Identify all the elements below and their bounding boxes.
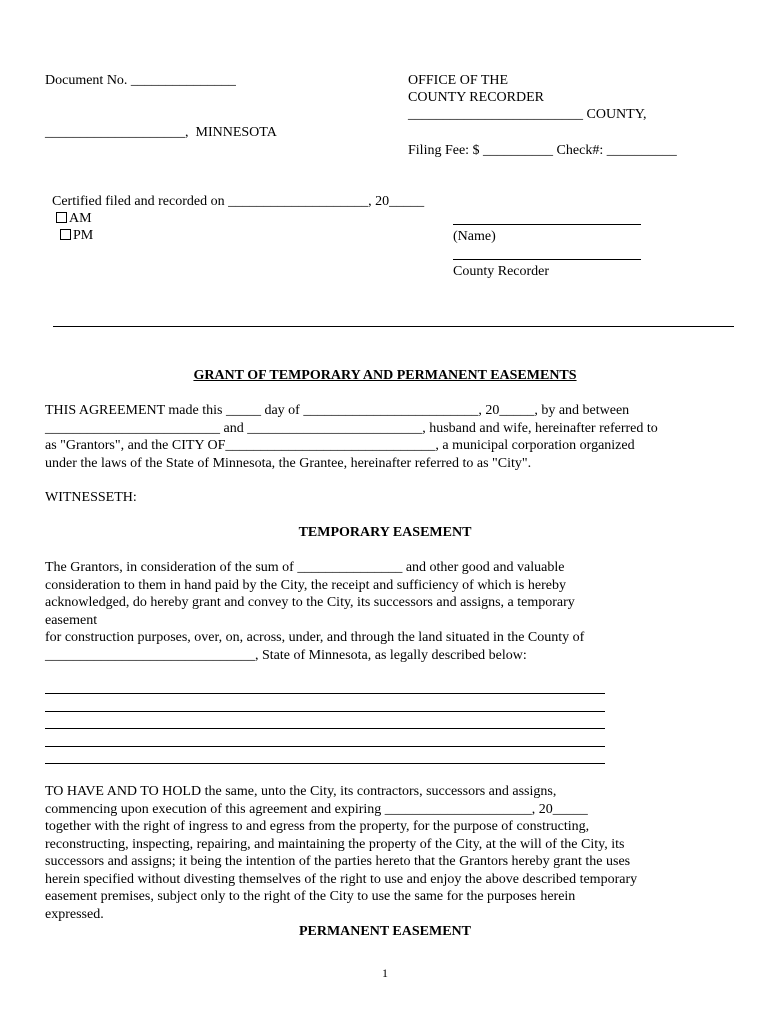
legal-description-line[interactable] [45, 728, 605, 729]
page-number: 1 [382, 966, 388, 980]
am-checkbox[interactable] [56, 212, 67, 223]
agreement-line: THIS AGREEMENT made this _____ day of _________________________, 20_____, by and between [45, 403, 630, 418]
to-have-line: herein specified without divesting themselves of the right to use and enjoy the above described temporary [45, 871, 638, 887]
temporary-line: easement [45, 612, 98, 628]
am-label: AM [69, 211, 92, 226]
legal-description-line[interactable] [45, 746, 605, 747]
agreement-line: _________________________ and _________________________, husband and wife, hereinafter referred to [45, 420, 658, 436]
pm-checkbox[interactable] [60, 229, 71, 240]
recorder-name-line [453, 224, 641, 225]
temporary-line: for construction purposes, over, on, across, under, and through the land situated in the County of [45, 630, 585, 645]
legal-description-line[interactable] [45, 763, 605, 764]
to-have-line: successors and assigns; it being the intention of the parties hereto that the Grantors hereby grant the uses [45, 854, 631, 869]
agreement-line: under the laws of the State of Minnesota, the Grantee, hereinafter referred to as "City". [45, 455, 532, 471]
to-have-line: easement premises, subject only to the right of the City to use the same for the purposes herein [45, 889, 576, 904]
recorder-signature-line [453, 259, 641, 260]
temporary-line: consideration to them in hand paid by the City, the receipt and sufficiency of which is hereby [45, 577, 566, 593]
to-have-line: TO HAVE AND TO HOLD the same, unto the City, its contractors, successors and assigns, [45, 784, 557, 799]
county-minnesota: ____________________, MINNESOTA [45, 125, 277, 140]
document-number: Document No. _______________ [45, 73, 236, 88]
to-have-and-hold-paragraph [45, 783, 735, 923]
temporary-line: The Grantors, in consideration of the sum of _______________ and other good and valuable [45, 560, 565, 575]
name-label: (Name) [453, 229, 496, 244]
certified-recorded [45, 176, 424, 244]
county-recorder-label: County Recorder [453, 264, 550, 279]
witnesseth: WITNESSETH: [45, 490, 137, 505]
temporary-paragraph [45, 559, 735, 664]
certified-text: Certified filed and recorded on ____________________, 20_____ [52, 194, 425, 209]
temporary-easement-heading: TEMPORARY EASEMENT [298, 525, 472, 540]
agreement-line: as "Grantors", and the CITY OF______________________________, a municipal corporation organized [45, 438, 635, 453]
document-title: GRANT OF TEMPORARY AND PERMANENT EASEMENTS [193, 368, 577, 383]
to-have-line: reconstructing, inspecting, repairing, and maintaining the property of the City, at the will of the City, its [45, 836, 625, 852]
office-line-1: OFFICE OF THE [408, 73, 509, 88]
pm-label: PM [73, 228, 94, 243]
office-county: _________________________ COUNTY, [408, 107, 647, 122]
agreement-paragraph [45, 402, 735, 472]
header-divider [53, 326, 734, 327]
legal-description-line[interactable] [45, 711, 605, 712]
office-line-2: COUNTY RECORDER [408, 90, 544, 105]
to-have-line: commencing upon execution of this agreement and expiring _____________________, 20_____ [45, 801, 588, 817]
permanent-easement-heading: PERMANENT EASEMENT [298, 924, 472, 939]
to-have-line: together with the right of ingress to and egress from the property, for the purpose of constructing, [45, 819, 590, 834]
filing-fee: Filing Fee: $ __________ Check#: __________ [408, 143, 677, 158]
legal-description-line[interactable] [45, 693, 605, 694]
temporary-line: ______________________________, State of Minnesota, as legally described below: [45, 647, 527, 663]
to-have-line: expressed. [45, 906, 104, 922]
temporary-line: acknowledged, do hereby grant and convey to the City, its successors and assigns, a temporary [45, 595, 575, 610]
